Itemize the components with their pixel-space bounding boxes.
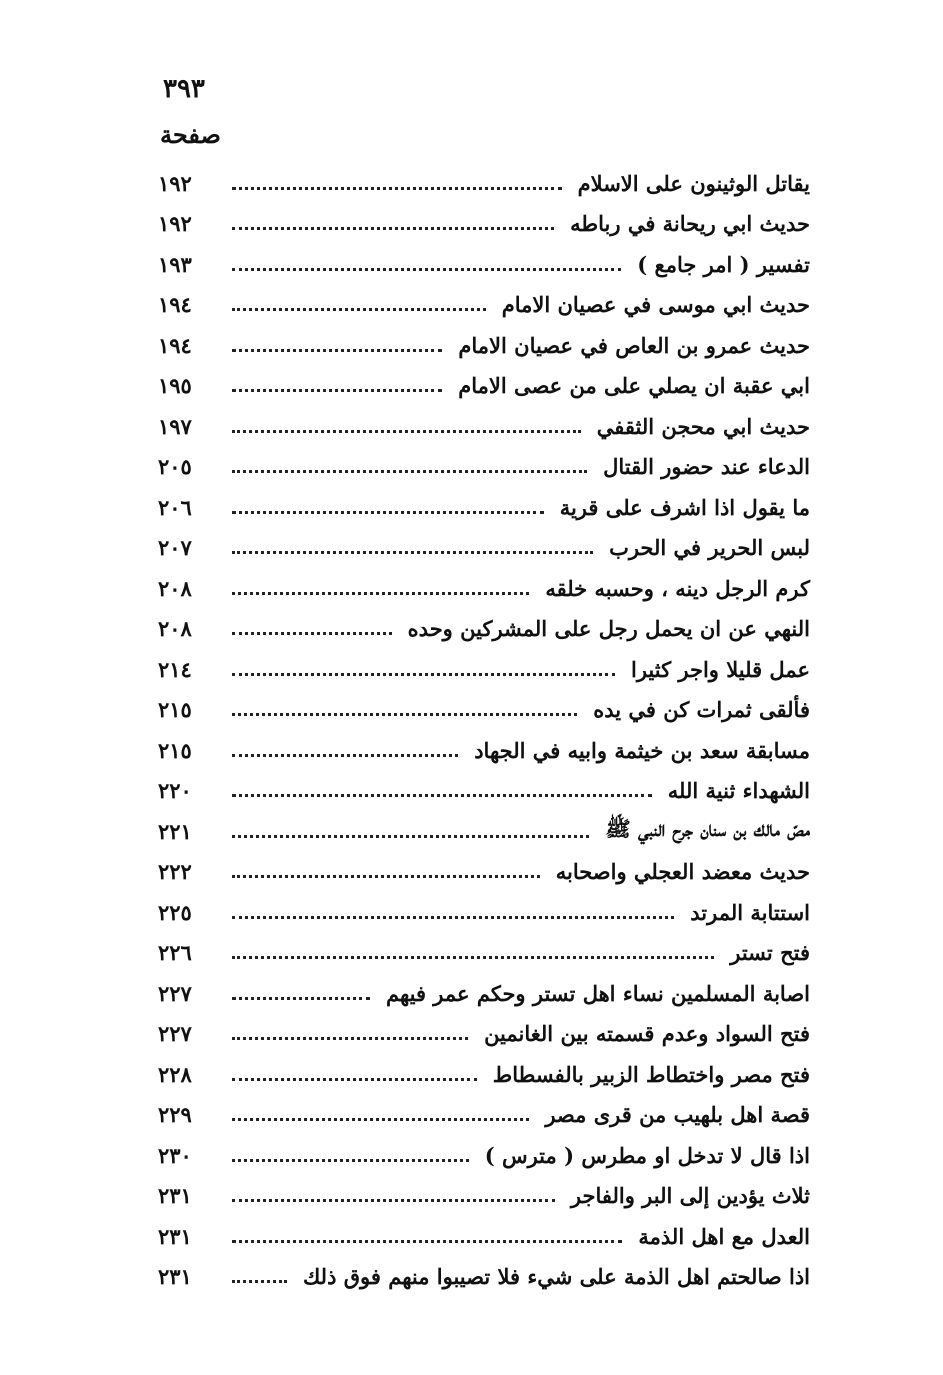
toc-entry-title: كرم الرجل دينه ، وحسبه خلقه	[545, 575, 810, 601]
dot-leader	[232, 227, 554, 230]
toc-entry-page: ٢٣١	[158, 1183, 192, 1209]
dot-leader	[232, 349, 442, 352]
toc-entry-page: ١٩٧	[158, 413, 192, 439]
toc-entry-title: ابي عقبة ان يصلي على من عصى الامام	[458, 373, 810, 399]
toc-entry-title: فتح السواد وعدم قسمته بين الغانمين	[484, 1021, 810, 1047]
toc-entry-title: حديث عمرو بن العاص في عصيان الامام	[458, 332, 810, 358]
toc-entry-page: ٢٢١	[158, 818, 192, 844]
toc-entry-page: ٢٠٧	[158, 535, 192, 561]
dot-leader	[232, 470, 587, 473]
toc-entry-page: ٢٢٨	[158, 1061, 192, 1087]
toc-entry	[150, 325, 810, 366]
dot-leader	[232, 511, 544, 514]
toc-entry-title: تفسير ( امر جامع )	[637, 251, 810, 277]
toc-entry-title: فألقى ثمرات كن في يده	[593, 697, 810, 723]
toc-entry-page: ٢١٥	[158, 737, 192, 763]
dot-leader	[232, 1280, 287, 1283]
toc-entry	[150, 1095, 810, 1136]
toc-entry	[150, 1176, 810, 1217]
page-number: ٣٩٣	[163, 74, 205, 104]
toc-entry-page: ٢٣١	[158, 1223, 192, 1249]
toc-entry-page: ١٩٢	[158, 211, 192, 237]
dot-leader	[232, 794, 652, 797]
toc-entry-title: حديث معضد العجلي واصحابه	[555, 859, 810, 885]
table-of-contents	[150, 163, 810, 1297]
toc-entry	[150, 649, 810, 690]
toc-entry-title: الشهداء ثنية الله	[667, 778, 810, 804]
toc-entry-page: ١٩٤	[158, 332, 192, 358]
toc-entry-title: لبس الحرير في الحرب	[609, 535, 810, 561]
toc-entry	[150, 1216, 810, 1257]
toc-entry-page: ١٩٤	[158, 292, 192, 318]
dot-leader	[232, 673, 615, 676]
toc-entry	[150, 528, 810, 569]
toc-entry-page: ٢٢٢	[158, 859, 192, 885]
toc-entry	[150, 163, 810, 204]
dot-leader	[232, 551, 593, 554]
toc-entry-page: ٢٢٧	[158, 1021, 192, 1047]
toc-entry-title: استتابة المرتد	[690, 899, 810, 925]
toc-entry-title: اذا صالحتم اهل الذمة على شيء فلا تصيبوا منهم فوق ذلك	[302, 1264, 810, 1290]
toc-entry	[150, 1257, 810, 1298]
dot-leader	[232, 592, 529, 595]
toc-entry-page: ٢٢٧	[158, 980, 192, 1006]
toc-entry-title: مسابقة سعد بن خيثمة وابيه في الجهاد	[474, 737, 810, 763]
dot-leader	[232, 308, 486, 311]
toc-entry	[150, 487, 810, 528]
toc-entry-page: ٢٢٩	[158, 1102, 192, 1128]
toc-entry	[150, 447, 810, 488]
dot-leader	[232, 430, 581, 433]
toc-entry-page: ١٩٢	[158, 170, 192, 196]
toc-entry-page: ١٩٥	[158, 373, 192, 399]
toc-entry	[150, 244, 810, 285]
toc-entry-page: ٢٢٠	[158, 778, 192, 804]
dot-leader	[232, 1078, 477, 1081]
toc-entry-title: النهي عن ان يحمل رجل على المشركين وحده	[407, 616, 810, 642]
toc-entry-title: قصة اهل بلهيب من قرى مصر	[545, 1102, 810, 1128]
toc-entry-title: حديث ابي ريحانة في رباطه	[570, 211, 810, 237]
dot-leader	[232, 1199, 555, 1202]
toc-entry-title: فتح مصر واختطاط الزبير بالفسطاط	[492, 1061, 810, 1087]
dot-leader	[232, 916, 674, 919]
toc-entry-page: ٢٢٦	[158, 940, 192, 966]
dot-leader	[232, 1118, 529, 1121]
toc-entry	[150, 730, 810, 771]
toc-entry	[150, 811, 810, 852]
toc-entry-title: فتح تستر	[730, 940, 810, 966]
dot-leader	[232, 268, 621, 271]
dot-leader	[232, 632, 392, 635]
toc-entry	[150, 771, 810, 812]
page-column-header: صفحة	[160, 120, 221, 149]
toc-entry	[150, 1135, 810, 1176]
toc-entry-page: ٢٢٥	[158, 899, 192, 925]
dot-leader	[232, 835, 589, 838]
dot-leader	[232, 997, 370, 1000]
toc-entry-title: اصابة المسلمين نساء اهل تستر وحكم عمر فيهم	[385, 980, 810, 1006]
toc-entry	[150, 406, 810, 447]
toc-entry	[150, 892, 810, 933]
toc-entry	[150, 690, 810, 731]
toc-entry	[150, 1014, 810, 1055]
toc-entry	[150, 1054, 810, 1095]
dot-leader	[232, 1037, 468, 1040]
toc-entry-title: اذا قال لا تدخل او مطرس ( مترس )	[484, 1142, 810, 1168]
toc-entry-title: مصّ مالك بن سنان جرح النبي ﷺ	[605, 815, 810, 841]
toc-entry	[150, 933, 810, 974]
dot-leader	[232, 187, 562, 190]
toc-entry	[150, 609, 810, 650]
dot-leader	[232, 875, 540, 878]
dot-leader	[232, 754, 458, 757]
dot-leader	[232, 713, 577, 716]
toc-entry-page: ٢٣١	[158, 1264, 192, 1290]
toc-entry-page: ٢٠٨	[158, 616, 192, 642]
toc-entry-title: ما يقول اذا اشرف على قرية	[559, 494, 810, 520]
toc-entry	[150, 366, 810, 407]
toc-entry	[150, 568, 810, 609]
dot-leader	[232, 1240, 622, 1243]
toc-entry-title: يقاتل الوثينون على الاسلام	[577, 170, 810, 196]
toc-entry-title: حديث ابي موسى في عصيان الامام	[501, 292, 810, 318]
dot-leader	[232, 1159, 469, 1162]
toc-entry	[150, 204, 810, 245]
toc-entry-page: ٢٠٨	[158, 575, 192, 601]
toc-entry	[150, 852, 810, 893]
toc-entry-page: ٢٣٠	[158, 1142, 192, 1168]
toc-entry	[150, 285, 810, 326]
toc-entry-title: عمل قليلا واجر كثيرا	[630, 656, 810, 682]
toc-entry-title: الدعاء عند حضور القتال	[603, 454, 810, 480]
dot-leader	[232, 956, 714, 959]
dot-leader	[232, 389, 442, 392]
toc-entry-page: ٢٠٦	[158, 494, 192, 520]
toc-entry-page: ٢٠٥	[158, 454, 192, 480]
toc-entry-page: ٢١٥	[158, 697, 192, 723]
toc-entry	[150, 973, 810, 1014]
toc-entry-page: ٢١٤	[158, 656, 192, 682]
toc-entry-title: ثلاث يؤدين إلى البر والفاجر	[570, 1183, 810, 1209]
toc-entry-page: ١٩٣	[158, 251, 192, 277]
toc-entry-title: حديث ابي محجن الثقفي	[596, 413, 810, 439]
toc-entry-title: العدل مع اهل الذمة	[638, 1223, 810, 1249]
